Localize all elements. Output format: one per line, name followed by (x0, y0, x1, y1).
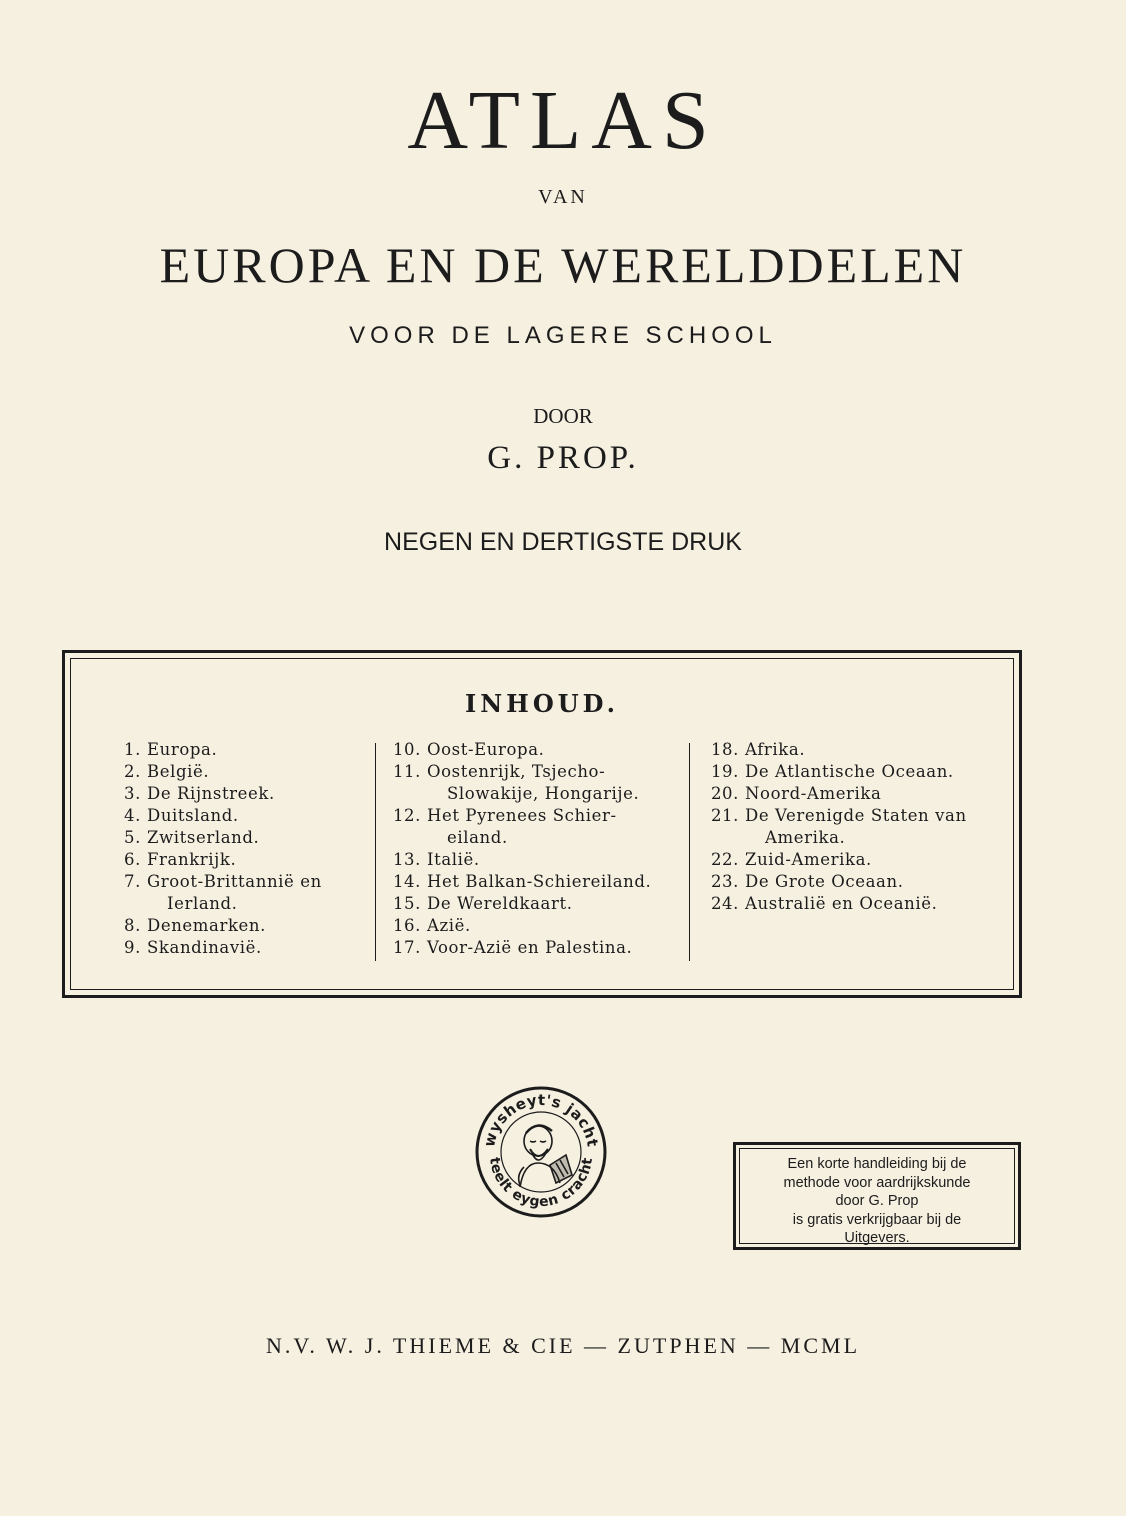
notice-line: is gratis verkrijgbaar bij de (792, 1211, 962, 1228)
notice-line: methode voor aardrijkskunde (783, 1174, 971, 1191)
toc-entry-title: De Rijnstreek. (147, 784, 275, 803)
toc-entry (701, 805, 1006, 827)
toc-entry-title: Groot-Brittannië en (147, 872, 322, 891)
toc-entry-title: Italië. (427, 850, 480, 869)
toc-entry (701, 871, 1006, 893)
toc-entry-title: Denemarken. (147, 916, 266, 935)
toc-entry (103, 871, 373, 893)
toc-entry (103, 849, 373, 871)
toc-entry-continuation (103, 893, 373, 915)
toc-entry-number: 16. (392, 916, 421, 935)
toc-entry-title: Het Pyrenees Schier- (427, 806, 617, 825)
toc-entry-title: De Wereldkaart. (427, 894, 573, 913)
toc-entry-title: Oostenrijk, Tsjecho- (427, 762, 606, 781)
svg-text:wysheyt's jacht (480, 1091, 602, 1149)
toc-entry-number: 9. (124, 938, 141, 957)
toc-entry-number: 24. (710, 894, 739, 913)
toc-entry-continuation (701, 827, 1006, 849)
toc-entry-number: 8. (124, 916, 141, 935)
notice-line: door G. Prop (835, 1193, 919, 1209)
author-prefix: DOOR (533, 404, 593, 428)
toc-entry-number: 20. (710, 784, 739, 803)
toc-entry (701, 739, 1006, 761)
toc-entry-title: Amerika. (765, 828, 846, 847)
toc-entry-title: eiland. (447, 828, 508, 847)
toc-entry-title: Afrika. (745, 740, 806, 759)
toc-entry-number: 23. (710, 872, 739, 891)
toc-entry (103, 915, 373, 937)
toc-column-1 (103, 739, 373, 959)
edition-line: NEGEN EN DERTIGSTE DRUK (384, 528, 742, 556)
guide-notice-text (739, 1148, 1015, 1244)
toc-entry-title: Europa. (147, 740, 218, 759)
toc-entry (103, 783, 373, 805)
toc-entry-number: 18. (710, 740, 739, 759)
toc-entry-continuation (383, 827, 683, 849)
toc-entry-number: 11. (392, 762, 421, 781)
toc-entry-number: 6. (124, 850, 141, 869)
toc-entry (701, 849, 1006, 871)
toc-entry-number: 22. (710, 850, 739, 869)
toc-entry-number: 21. (710, 806, 739, 825)
notice-line: Uitgevers. (844, 1230, 910, 1246)
toc-column-divider (375, 743, 376, 961)
toc-entry-title: Frankrijk. (147, 850, 237, 869)
toc-entry (383, 849, 683, 871)
toc-column-2 (383, 739, 683, 959)
toc-entry (383, 915, 683, 937)
toc-inner-frame (70, 658, 1014, 990)
toc-entry-title: Oost-Europa. (427, 740, 545, 759)
toc-entry-number: 13. (392, 850, 421, 869)
toc-entry-title: De Verenigde Staten van (745, 806, 967, 825)
toc-entry-number: 3. (124, 784, 141, 803)
toc-entry-title: De Grote Oceaan. (745, 872, 904, 891)
scholar-figure-icon (519, 1125, 572, 1187)
page-title: ATLAS (407, 74, 719, 167)
page-subtitle: EUROPA EN DE WERELDDELEN (159, 237, 967, 293)
toc-entry-title: Skandinavië. (147, 938, 262, 957)
toc-entry-title: Zuid-Amerika. (745, 850, 872, 869)
toc-entry-title: Duitsland. (147, 806, 239, 825)
toc-entry-number: 1. (124, 740, 141, 759)
notice-line: Een korte handleiding bij de (787, 1156, 967, 1172)
toc-entry (701, 893, 1006, 915)
toc-entry (383, 893, 683, 915)
toc-entry-title: Slowakije, Hongarije. (447, 784, 640, 803)
toc-entry-number: 10. (392, 740, 421, 759)
toc-entry (383, 937, 683, 959)
toc-entry (383, 805, 683, 827)
toc-entry (701, 783, 1006, 805)
seal-motto-top: wysheyt's jacht (480, 1090, 602, 1149)
toc-entry-title: België. (147, 762, 210, 781)
toc-entry (103, 937, 373, 959)
toc-entry-number: 2. (124, 762, 141, 781)
toc-entry-title: Azië. (427, 916, 471, 935)
toc-column-3 (701, 739, 1006, 915)
toc-entry (103, 761, 373, 783)
toc-entry-number: 17. (392, 938, 421, 957)
toc-heading: INHOUD. (465, 689, 619, 718)
seal-motto-bottom: teelt eygen cracht (485, 1156, 597, 1211)
toc-entry-title: Ierland. (167, 894, 238, 913)
toc-entry-number: 5. (124, 828, 141, 847)
toc-entry (103, 805, 373, 827)
toc-entry (103, 739, 373, 761)
toc-entry (383, 761, 683, 783)
guide-notice (733, 1142, 1021, 1250)
toc-entry-title: Zwitserland. (147, 828, 260, 847)
title-connector: VAN (538, 186, 588, 208)
publisher-seal-icon (472, 1083, 610, 1221)
toc-entry (103, 827, 373, 849)
toc-entry-continuation (383, 783, 683, 805)
toc-entry-title: Voor-Azië en Palestina. (427, 938, 633, 957)
toc-entry-number: 12. (392, 806, 421, 825)
toc-entry-title: De Atlantische Oceaan. (745, 762, 954, 781)
author-name: G. PROP. (487, 440, 639, 476)
table-of-contents (62, 650, 1022, 998)
toc-entry (383, 871, 683, 893)
toc-entry-number: 4. (124, 806, 141, 825)
toc-entry (383, 739, 683, 761)
audience-line: VOOR DE LAGERE SCHOOL (349, 322, 777, 349)
toc-entry-number: 19. (710, 762, 739, 781)
toc-entry-number: 15. (392, 894, 421, 913)
toc-entry-title: Australië en Oceanië. (745, 894, 938, 913)
toc-entry-title: Noord-Amerika (745, 784, 882, 803)
toc-entry-number: 14. (392, 872, 421, 891)
publisher-line: N.V. W. J. THIEME & CIE — ZUTPHEN — MCML (265, 1333, 861, 1358)
toc-entry-title: Het Balkan-Schiereiland. (427, 872, 652, 891)
toc-entry (701, 761, 1006, 783)
toc-column-divider (689, 743, 690, 961)
toc-entry-number: 7. (124, 872, 141, 891)
